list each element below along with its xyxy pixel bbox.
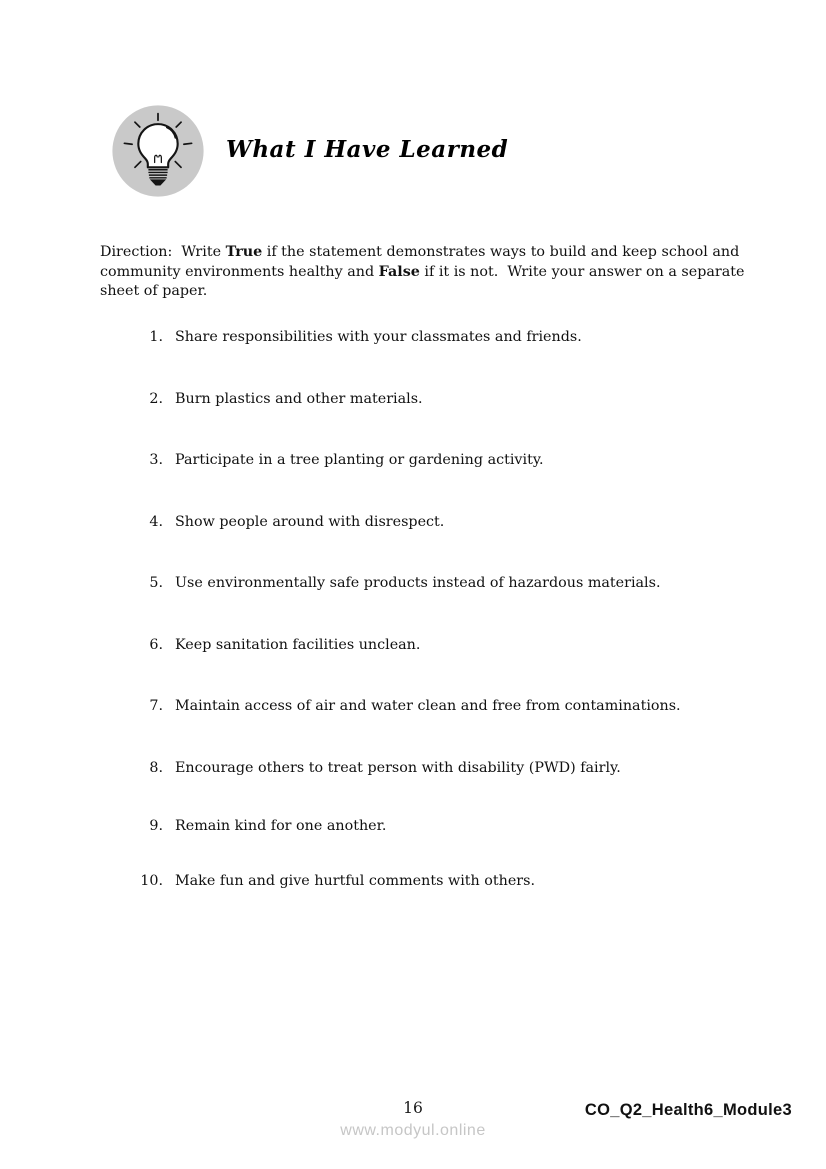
list-item bbox=[100, 816, 760, 836]
list-item-text: Burn plastics and other materials. bbox=[175, 390, 423, 407]
list-item-number: 5. bbox=[149, 575, 163, 591]
list-item-text: Keep sanitation facilities unclean. bbox=[175, 636, 421, 653]
page-title: What I Have Learned bbox=[226, 136, 509, 163]
watermark-text: www.modyul.online bbox=[340, 1122, 486, 1139]
direction-part: if it is not. Write your answer on a separate sheet of paper. bbox=[100, 263, 749, 300]
list-item bbox=[100, 327, 760, 347]
page-number: 16 bbox=[403, 1099, 423, 1117]
lightbulb-icon bbox=[110, 103, 206, 199]
list-item-number: 4. bbox=[149, 513, 163, 530]
statement-list bbox=[100, 327, 760, 891]
direction-part: if the statement demonstrates ways to build and keep school and community environments healthy and bbox=[100, 244, 744, 280]
list-item bbox=[100, 450, 760, 470]
list-item bbox=[100, 696, 760, 716]
list-item-text: Use environmentally safe products instead of hazardous materials. bbox=[175, 575, 661, 591]
list-item-number: 8. bbox=[149, 759, 163, 776]
list-item bbox=[100, 573, 760, 593]
list-item-text: Participate in a tree planting or gardening activity. bbox=[175, 452, 544, 468]
module-code: CO_Q2_Health6_Module3 bbox=[584, 1101, 792, 1119]
list-item bbox=[100, 871, 760, 891]
list-item-text: Maintain access of air and water clean and free from contaminations. bbox=[175, 698, 681, 714]
list-item bbox=[100, 635, 760, 655]
direction-text bbox=[100, 243, 748, 302]
list-item-number: 10. bbox=[140, 872, 163, 889]
list-item bbox=[100, 758, 760, 778]
list-item-text: Show people around with disrespect. bbox=[175, 513, 445, 530]
list-item-number: 2. bbox=[149, 390, 163, 407]
list-item-number: 7. bbox=[149, 698, 163, 714]
direction-part: Direction: Write bbox=[100, 244, 226, 261]
list-item-number: 9. bbox=[149, 817, 163, 834]
list-item-number: 6. bbox=[149, 636, 163, 653]
list-item-number: 1. bbox=[149, 329, 163, 345]
list-item-text: Encourage others to treat person with disability (PWD) fairly. bbox=[175, 759, 621, 776]
direction-keyword-true: True bbox=[225, 244, 263, 261]
list-item-text: Remain kind for one another. bbox=[175, 817, 387, 834]
list-item-text: Make fun and give hurtful comments with others. bbox=[175, 872, 535, 889]
list-item-number: 3. bbox=[149, 452, 163, 468]
list-item-text: Share responsibilities with your classmates and friends. bbox=[175, 329, 582, 345]
list-item bbox=[100, 512, 760, 532]
direction-keyword-false: False bbox=[378, 263, 420, 280]
list-item bbox=[100, 389, 760, 409]
